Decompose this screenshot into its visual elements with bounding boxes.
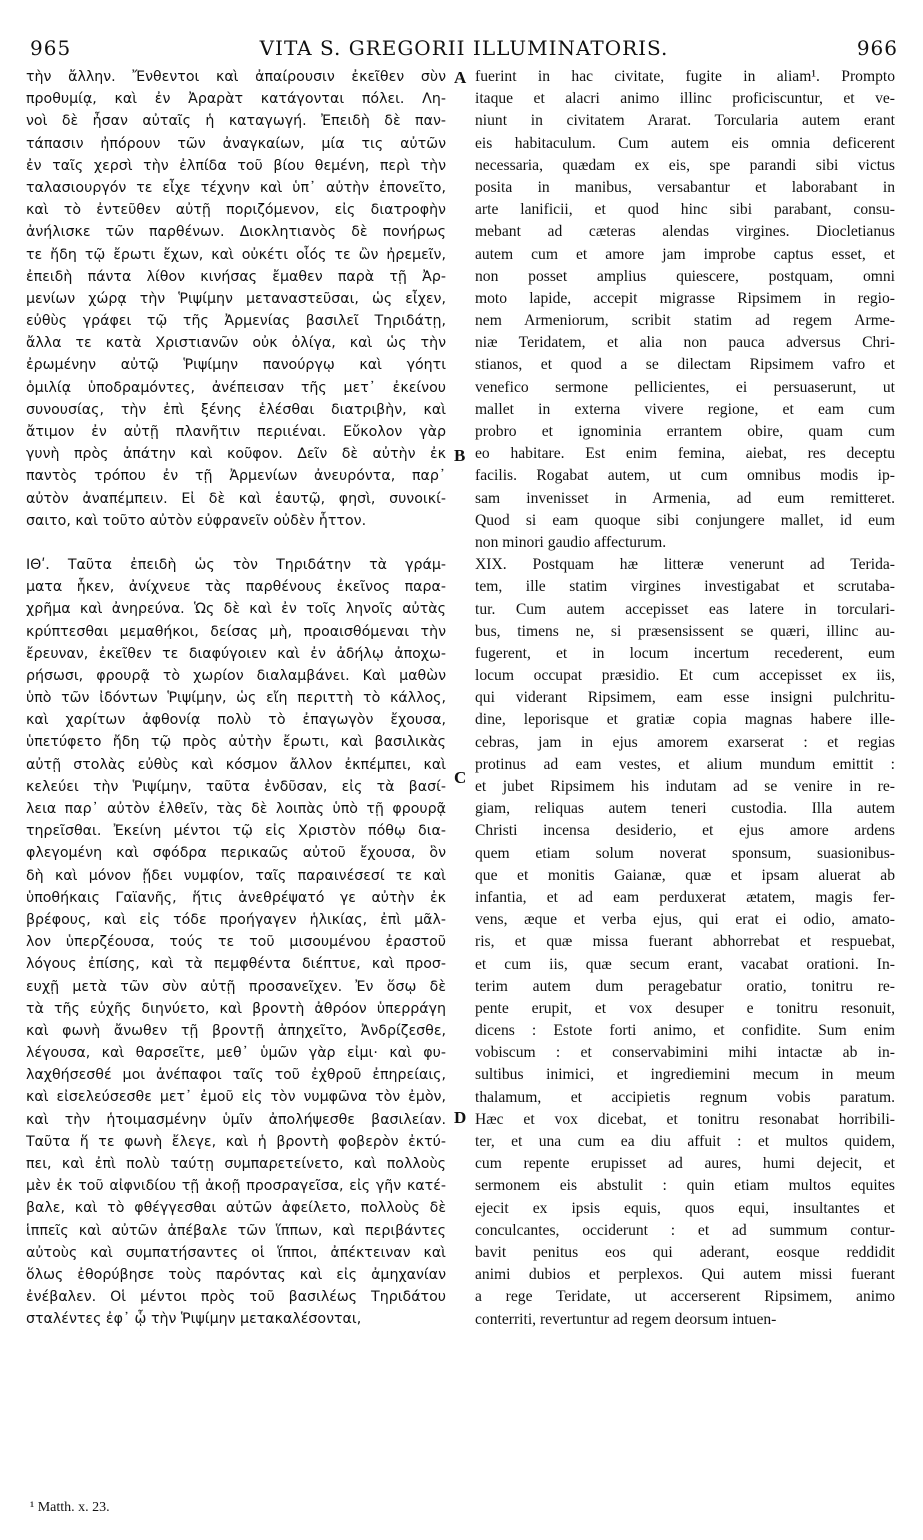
text-line: ματα ἧκεν, ἀνίχνευε τὰς παρθένους ἐκεῖνος παρα- bbox=[26, 579, 446, 596]
text-line: γυνὴ πρὸς ἀπάτην καὶ κοῦφον. Δεῖν δὲ αὐτὴν ἐκ bbox=[26, 446, 446, 463]
text-line: κρύπτεσθαι μεμαθήκοι, δείσας μὴ, προαισθόμεναι τὴν bbox=[26, 623, 446, 640]
text-line: XIX. Postquam hæ litteræ venerunt ad Terida- bbox=[475, 556, 895, 574]
margin-marker-c: C bbox=[454, 768, 467, 787]
text-line: dicens : Estote forti animo, et confidite. Sum enim bbox=[475, 1022, 895, 1040]
text-line: σταλέντες ἐφ᾽ ᾧ τὴν Ῥιψίμην μετακαλέσονται, bbox=[26, 1311, 362, 1328]
latin-paragraph-18 bbox=[475, 66, 895, 554]
greek-column bbox=[26, 66, 446, 1331]
margin-marker-d: D bbox=[454, 1108, 467, 1127]
text-line: nem Armeniorum, scribit statim ad regem Arme- bbox=[475, 312, 895, 330]
text-line: facilis. Rogabat autem, ut cum omnibus modis ip- bbox=[475, 467, 895, 485]
text-line: καὶ χαρίτων ἀφθονίᾳ πολὺ τὸ ἐπαγωγὸν ἔχουσα, bbox=[26, 712, 446, 729]
text-line: λον ὑπερζέουσα, τούς τε τοῦ μισουμένου ἐραστοῦ bbox=[26, 934, 446, 951]
text-line: ευχῇ μετὰ τῶν σὺν αὐτῇ προσανεῖχεν. Ἐν ὅσῳ δὲ bbox=[26, 978, 446, 995]
text-line: παντὸς τρόπου ἐν τῇ Ἀρμενίων ἀνευρόντα, παρ᾽ bbox=[26, 468, 446, 485]
text-line: bavit penitus eos qui aderant, eosque reddidit bbox=[475, 1243, 895, 1261]
text-line: ἔρευναν, ἐκεῖθεν τε διαφύγοιεν καὶ ἐν ἀδήλῳ ἀποχω- bbox=[26, 645, 446, 662]
text-line: animi dubios et perplexos. Qui autem missi fuerant bbox=[475, 1266, 895, 1284]
text-line: Quod si eam quoque sibi conjungere mallet, id eum bbox=[475, 511, 895, 529]
latin-paragraph-19 bbox=[475, 554, 895, 1331]
text-line: ταλασιουργόν τε εἶχε τέχνην καὶ ὑπ᾽ αὐτὴν ἐπονεῖτο, bbox=[26, 179, 446, 196]
text-line: κελεύει τὴν Ῥιψίμην, ταῦτα ἐνδῦσαν, εἰς τὰ βασί- bbox=[26, 778, 446, 795]
text-line: ἐπειδὴ πάντα λίθον κινήσας ἔμαθεν παρὰ τῇ Ἀρ- bbox=[26, 268, 446, 285]
text-line: pente erupit, et vox desuper e tonitru resonuit, bbox=[475, 999, 895, 1017]
text-line: stianos, et quod a se dilectam Ripsimem vafro et bbox=[475, 356, 895, 374]
text-line: ἱππεῖς καὶ αὐτῶν ἀπέβαλε τῶν ἵππων, καὶ περιβάντες bbox=[26, 1222, 446, 1239]
text-line: venefico sermone pellicientes, ei persuaserunt, ut bbox=[475, 378, 895, 396]
text-line: τε ἤδη τῷ ἔρωτι ἔχων, καὶ οὐκέτι οἷός τε ὢν ἠρεμεῖν, bbox=[26, 246, 446, 263]
text-line: Ταῦτα ἥ τε φωνὴ ἔλεγε, καὶ ἡ βροντὴ φοβερὸν ἐκτύ- bbox=[26, 1133, 446, 1150]
text-line: ἐρωμένην αὐτῷ Ῥιψίμην πανούργῳ καὶ γόητι bbox=[26, 357, 446, 374]
text-line: posita in manibus, versabantur et laborabant in bbox=[475, 178, 895, 196]
text-line: et cum iis, quæ secum erant, vacabat orationi. In- bbox=[475, 955, 895, 973]
text-line: terim autem dum peragebatur oratio, tonitru re- bbox=[475, 977, 895, 995]
text-line: βαλε, καὶ τὸ φθέγγεσθαι αὐτῶν ἀφείλετο, πολλοὺς δὲ bbox=[26, 1200, 446, 1217]
text-line: αὐτὸν ἀναπέμπειν. Εἰ δὲ καὶ ἑαυτῷ, φησὶ, συνοικί- bbox=[26, 490, 446, 507]
running-title: VITA S. GREGORII ILLUMINATORIS. bbox=[259, 36, 669, 60]
text-line: conterriti, revertuntur ad regem deorsum intuen- bbox=[475, 1310, 777, 1328]
text-line: ὑπετύφετο ἤδη τῷ πρὸς αὐτὴν ἔρωτι, καὶ βασιλικὰς bbox=[26, 734, 446, 751]
text-line: infantia, et ad eam perduxerat ætatem, magis fer- bbox=[475, 888, 895, 906]
text-line: ΙΘʹ. Ταῦτα ἐπειδὴ ὡς τὸν Τηριδάτην τὰ γράμ- bbox=[26, 556, 446, 573]
text-line: que et monitis Gaianæ, quæ et ipsam aluerat ab bbox=[475, 866, 895, 884]
text-line: sermonem eis abstulit : quin etiam multos equites bbox=[475, 1177, 895, 1195]
text-line: δὴ καὶ μόνον ᾔδει νυμφίον, ταῖς παραινέσεσί τε καὶ bbox=[26, 867, 446, 884]
text-line: τὴν ἄλλην. Ἔνθεντοι καὶ ἀπαίρουσιν ἐκεῖθεν σὺν bbox=[26, 69, 446, 85]
text-line: ἄτιμον ἐν αὐτῇ πλανῆτιν περιιέναι. Εὔκολον γὰρ bbox=[26, 424, 446, 440]
page-number-right: 966 bbox=[856, 36, 898, 60]
greek-paragraph-19 bbox=[26, 554, 446, 1331]
text-line: niunt in civitatem Ararat. Torcularia autem erant bbox=[475, 112, 895, 130]
greek-paragraph-18 bbox=[26, 66, 446, 532]
text-line: βρέφους, καὶ εἰς τόδε προήγαγεν ἡλικίας, ἐπὶ μᾶλ- bbox=[26, 911, 446, 928]
text-line: sultibus inimici, et ingrediemini mecum in meum bbox=[475, 1066, 895, 1084]
text-line: καὶ φωνὴ ἄνωθεν τῇ βροντῇ ἀπηχεῖτο, Ἀνδρίζεσθε, bbox=[26, 1022, 446, 1039]
text-line: λεια παρ᾽ αὐτὸν ἐλθεῖν, τὰς δὲ λοιπὰς ὑπὸ τῇ φρουρᾷ bbox=[26, 801, 446, 817]
text-line: μενίων χώρᾳ τὴν Ῥιψίμην μεταναστεῦσαι, ὡς εἶχεν, bbox=[26, 290, 446, 307]
margin-marker-b: B bbox=[454, 446, 466, 465]
text-line: ὅλως ἐθορύβησε τοὺς παρόντας καὶ εἰς ἀμηχανίαν bbox=[26, 1266, 446, 1283]
text-line: σαιτο, καὶ τοῦτο αὐτὸν εὐφρανεῖν οὐδὲν ἧττον. bbox=[26, 512, 367, 529]
text-line: φλεγομένη καὶ σφόδρα περικαῶς αὐτοῦ ἔχουσα, ὃν bbox=[26, 845, 446, 862]
text-line: mallet in externa vivere regione, et eam cum bbox=[475, 400, 895, 418]
text-line: arte lanificii, et quod hinc sibi parabant, consu- bbox=[475, 201, 895, 219]
text-line: non minori gaudio affecturum. bbox=[475, 533, 667, 551]
text-line: autem cum et amore jam improbe captus esset, et bbox=[475, 245, 895, 263]
text-line: ὑπὸ τῶν ἰδόντων Ῥιψίμην, ὡς εἴη περιττὴ τὸ κάλλος, bbox=[26, 690, 446, 707]
text-line: giam, reliquas autem teneri custodia. Illa autem bbox=[475, 800, 895, 818]
text-line: Hæc et vox dicebat, et tonitru resonabat horribili- bbox=[475, 1110, 895, 1128]
text-line: moto lapide, accepit migrasse Ripsimem in regio- bbox=[475, 289, 895, 307]
text-line: fuerint in hac civitate, fugite in aliam¹. Prompto bbox=[475, 68, 895, 85]
text-line: necessaria, quædam ex eis, spe parandi sibi victus bbox=[475, 156, 895, 174]
text-line: τηρεῖσθαι. Ἐκείνη μέντοι τῷ εἰς Χριστὸν πόθῳ δια- bbox=[26, 823, 446, 840]
text-line: μὲν ἐκ τοῦ αἰφνιδίου τῇ ἀκοῇ προσραγεῖσα, εἰς γῆν κατέ- bbox=[26, 1178, 446, 1195]
text-line: προθυμίᾳ, καὶ ἐν Ἀραρὰτ κατάγονται πόλει. Λη- bbox=[26, 91, 446, 108]
text-line: tem, ille statim virgines investigabat et scrutaba- bbox=[475, 578, 895, 596]
text-line: quem etiam solum noverat sponsum, suasionibus- bbox=[475, 844, 895, 862]
text-line: thalamum, et accipietis regnum vobis paratum. bbox=[475, 1088, 895, 1106]
text-line: αὐτῇ στολὰς εὐθὺς καὶ κόσμον ἄλλον ἐκπέμπει, καὶ bbox=[26, 756, 446, 773]
text-line: ἐν ταῖς χερσὶ τὴν ἐλπίδα τοῦ βίου θεμένη, περὶ τὴν bbox=[26, 157, 446, 174]
text-line: νοὶ δὲ ἦσαν αὐταῖς ἡ καταγωγή. Ἐπειδὴ δὲ παν- bbox=[26, 113, 446, 130]
text-line: eo habitare. Est enim femina, aiebat, res deceptu bbox=[475, 445, 895, 463]
text-line: ris, et quæ missa fuerant abhorrebat et respuebat, bbox=[475, 933, 895, 951]
text-line: qui viderant Ripsimem, eam esse insigni pulchritu- bbox=[475, 689, 895, 707]
text-line: locum occupat præsidio. Et cum accepisset ex iis, bbox=[475, 667, 895, 685]
text-line: vens, æque et verba ejus, qui erat ei odio, amato- bbox=[475, 911, 895, 929]
text-line: mebant ad cæteras alendas virgines. Diocletianus bbox=[475, 223, 895, 241]
text-line: sam invenisset in Armenia, ad eum remitteret. bbox=[475, 489, 895, 507]
text-line: eis habitaculum. Cum autem eis omnia deficerent bbox=[475, 134, 895, 152]
text-line: εὐθὺς γράφει τῷ τῆς Ἀρμενίας βασιλεῖ Τηριδάτῃ, bbox=[26, 313, 446, 330]
text-line: fugerent, et in locum incertum recederent, eum bbox=[475, 644, 895, 662]
text-line: cebras, jam in ejus amorem exarserat : et regias bbox=[475, 733, 895, 751]
text-line: ἐνέβαλεν. Οἱ μέντοι πρὸς τοῦ βασιλέως Τηριδάτου bbox=[26, 1289, 446, 1306]
text-line: λόγους ἐπίσης, καὶ τὰ πεμφθέντα διέπτυε, καὶ προσ- bbox=[26, 956, 446, 973]
text-line: πει, καὶ ἐπὶ πολὺ ταύτῃ συμπαρετείνετο, καὶ πολλοὺς bbox=[26, 1156, 446, 1172]
text-line: καὶ τὴν ἡτοιμασμένην ὑμῖν ἀπολήψεσθε βασιλείαν. bbox=[26, 1111, 446, 1128]
text-line: vobiscum : et conservabimini mihi intactæ ab in- bbox=[475, 1044, 895, 1062]
text-line: a rege Teridate, ut accerserent Ripsimem, animo bbox=[475, 1288, 895, 1306]
text-line: itaque et alacri animo illinc proficiscuntur, et ve- bbox=[475, 90, 895, 108]
text-line: καὶ τὸ ἐντεῦθεν αὐτῇ ποριζόμενον, εἰς διατροφὴν bbox=[26, 202, 446, 219]
text-line: niæ Teridatem, et alia non pauca adversus Chri- bbox=[475, 334, 895, 352]
text-line: ὁμιλίᾳ ὑποδραμόντες, ἀνέπεισαν τῆς μετ᾽ ἐκείνου bbox=[26, 379, 446, 396]
text-line: tur. Cum autem accepisset eas latere in torculari- bbox=[475, 600, 895, 618]
text-line: λαχθήσεσθέ μοι ἀνέπαφοι ταῖς τοῦ ἐχθροῦ ἐπηρείαις, bbox=[26, 1067, 446, 1084]
text-line: non posset amplius quiescere, postquam, omni bbox=[475, 267, 895, 285]
text-line: probro et ignominia errantem obire, quam cum bbox=[475, 423, 895, 440]
text-line: ἀνήλισκε τῶν παρθένων. Διοκλητιανὸς δὲ πονήρως bbox=[26, 224, 446, 241]
text-line: συνουσίας, τὴν ἐπὶ ξένης ἑλέσθαι διατριβὴν, καὶ bbox=[26, 401, 446, 418]
text-line: ρήσωσι, φρουρᾷ τὸ χωρίον διαλαμβάνει. Καὶ μαθὼν bbox=[26, 667, 446, 684]
text-line: ejecit ex ipsis equis, quos equi, insultantes et bbox=[475, 1199, 895, 1217]
text-line: χρῆμα καὶ ἀνηρεύνα. Ὡς δὲ καὶ ἐν τοῖς ληνοῖς αὐτὰς bbox=[26, 601, 446, 618]
text-line: dine, leporisque et gratiæ copia magnas habere ille- bbox=[475, 711, 895, 729]
text-line: τάπασιν ἠπόρουν τῶν ἀναγκαίων, μία τις αὐτῶν bbox=[26, 135, 446, 152]
margin-marker-a: A bbox=[454, 68, 467, 87]
page-number-left: 965 bbox=[30, 36, 72, 60]
text-line: protinus ad eam vestes, et alium mundum emittit : bbox=[475, 755, 895, 773]
text-line: cum repente erupisset ad aures, humi dejecit, et bbox=[475, 1155, 895, 1173]
text-line: τὰ τῆς εὐχῆς διηνύετο, καὶ βροντὴ ἀθρόον ὑπερράγη bbox=[26, 1000, 446, 1017]
running-header bbox=[26, 36, 902, 62]
text-line: bus, timens ne, si præsensissent se quæri, illinc au- bbox=[475, 622, 895, 640]
text-line: Christi incensa desiderio, et ejus amore ardens bbox=[475, 822, 895, 840]
text-line: et jubet Ripsimem his indutam ad se venire in re- bbox=[475, 778, 895, 795]
text-line: ἄλλα τε κατὰ Χριστιανῶν οὐκ ὀλίγα, καὶ ὡς τὴν bbox=[26, 335, 446, 352]
latin-column bbox=[475, 66, 895, 1331]
text-line: καὶ εἰσελεύσεσθε μετ᾽ ἐμοῦ εἰς τὸν νυμφῶνα τὸν ἐμὸν, bbox=[26, 1089, 446, 1106]
text-line: αὐτοὺς καὶ συμπατήσαντες οἱ ἵπποι, ἀπέκτειναν καὶ bbox=[26, 1244, 446, 1261]
footnote: ¹ Matth. x. 23. bbox=[30, 1500, 110, 1515]
text-line: λέγουσα, καὶ θαρσεῖτε, μεθ᾽ ὑμῶν γὰρ εἰμι· καὶ φυ- bbox=[26, 1045, 446, 1062]
text-line: ter, et una cum ea diu affuit : et multos quidem, bbox=[475, 1133, 895, 1150]
text-line: ὑποθήκαις Γαϊανῆς, ἥτις ἀνεθρέψατό γε αὐτὴν ἐκ bbox=[26, 889, 446, 906]
text-line: conculcantes, occiderunt : et ad summum contur- bbox=[475, 1221, 895, 1239]
